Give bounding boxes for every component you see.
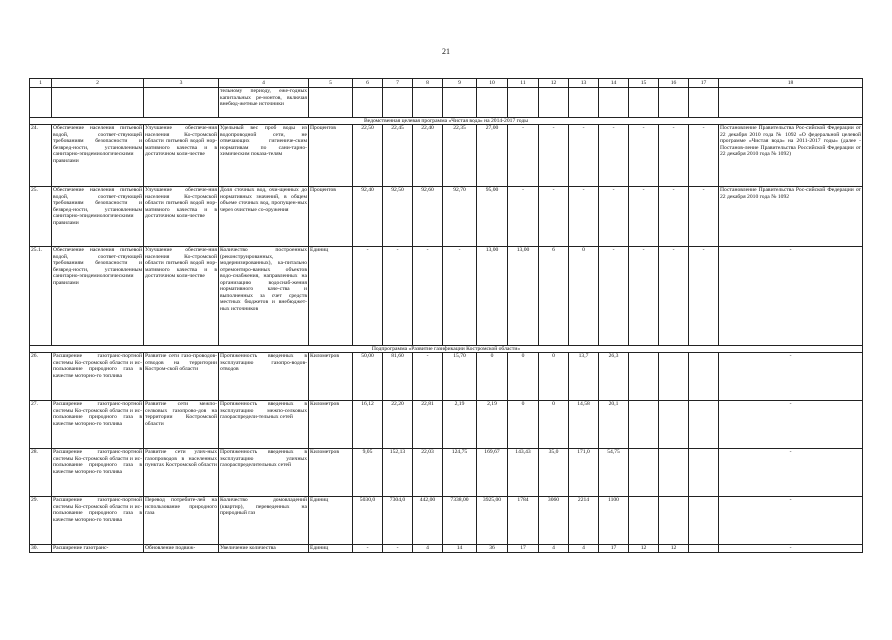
value-cell: 15,70 bbox=[443, 353, 477, 401]
table-row bbox=[30, 545, 863, 553]
value-cell bbox=[629, 449, 659, 497]
value-cell: 95,00 bbox=[477, 187, 508, 247]
indicator-cell: Протяженность введенных в эксплуатацию уличных газораспределительных сетей bbox=[219, 449, 309, 497]
value-cell: 2,19 bbox=[443, 401, 477, 449]
indicator-cell: Протяженность введенных в эксплуатацию межпо-селковых газораспредели-тельных сетей bbox=[219, 401, 309, 449]
col-num: 7 bbox=[383, 79, 413, 88]
value-cell: 9,05 bbox=[353, 449, 383, 497]
value-cell: 0 bbox=[539, 401, 569, 449]
value-cell: 92,70 bbox=[443, 187, 477, 247]
value-cell: - bbox=[508, 125, 539, 187]
value-cell bbox=[629, 401, 659, 449]
col-num: 3 bbox=[144, 79, 219, 88]
value-cell bbox=[659, 497, 689, 545]
indicator-cell: Количество домовладений (квартир), переведенных на природный газ bbox=[219, 497, 309, 545]
value-cell: - bbox=[539, 125, 569, 187]
value-cell: 14,58 bbox=[569, 401, 599, 449]
value-cell: 22,81 bbox=[413, 401, 443, 449]
indicator-cell: Количество построенных (реконструированных, модернизированных), ка-питально отремонтиро-ванных объектов водо-снабжения, направленных на организацию водоснаб-жения нормативного каче-ства и выполненных за счет средств местных бюджетов и внебюджет-ных источников bbox=[219, 247, 309, 346]
value-cell: - bbox=[443, 247, 477, 346]
value-cell: 13,00 bbox=[477, 247, 508, 346]
value-cell: 50,00 bbox=[353, 353, 383, 401]
col-num: 16 bbox=[659, 79, 689, 88]
value-cell: 22,20 bbox=[383, 401, 413, 449]
source-cell: Постановление Правительства Рос-сийской Федерации от 22 декабря 2010 года № 1092 «О федеральной целевой программе «Чистая вода» на 2011-2017 годы» (далее - Постанов-ление Правительства Российской Федерации от 22 декабря 2010 года № 1092) bbox=[719, 125, 863, 187]
value-cell: - bbox=[629, 187, 659, 247]
task-cell: Обновление подвиж- bbox=[144, 545, 219, 553]
value-cell: - bbox=[629, 247, 659, 346]
row-number: 26. bbox=[30, 353, 52, 401]
task-cell: Развитие сети газо-проводов-отводов на территории Костром-ской области bbox=[144, 353, 219, 401]
value-cell bbox=[629, 353, 659, 401]
value-cell: - bbox=[659, 187, 689, 247]
task-cell: Развитие сети улич-ных газопроводов в населенных пунктах Костромской области bbox=[144, 449, 219, 497]
value-cell: 3925,00 bbox=[477, 497, 508, 545]
value-cell: 7304,0 bbox=[383, 497, 413, 545]
indicator-cell: тельному периоду, еже-годных капитальных ре-монтов, включая внебюд-жетные источники bbox=[219, 88, 309, 118]
task-cell: Улучшение обеспече-ния населения Ко-стромской области питьевой водой нор-мативного качества и в достаточном коли-честве bbox=[144, 187, 219, 247]
col-num: 12 bbox=[539, 79, 569, 88]
table-row bbox=[30, 187, 863, 247]
col-num: 13 bbox=[569, 79, 599, 88]
value-cell: 169,67 bbox=[477, 449, 508, 497]
goal-cell: Расширение газотранс-портной системы Ко-стромской области и ис-пользование природного газа в качестве моторно-го топлива bbox=[52, 353, 144, 401]
goal-cell: Расширение газотранс-портной системы Ко-стромской области и ис-пользование природного газа в качестве моторно-го топлива bbox=[52, 497, 144, 545]
goal-cell: Расширение газотранс-портной системы Ко-стромской области и ис-пользование природного газа в качестве моторно-го топлива bbox=[52, 401, 144, 449]
value-cell bbox=[659, 449, 689, 497]
col-num: 9 bbox=[443, 79, 477, 88]
value-cell: 13,7 bbox=[569, 353, 599, 401]
source-cell: - bbox=[719, 353, 863, 401]
value-cell: 92,50 bbox=[383, 187, 413, 247]
col-num: 6 bbox=[353, 79, 383, 88]
value-cell bbox=[689, 353, 719, 401]
source-cell: Постановление Правительства Рос-сийской Федерации от 22 декабря 2010 года № 1092 bbox=[719, 187, 863, 247]
continuation-row bbox=[30, 88, 863, 118]
col-num: 18 bbox=[719, 79, 863, 88]
value-cell: 0 bbox=[569, 247, 599, 346]
value-cell: 7338,00 bbox=[443, 497, 477, 545]
source-cell: - bbox=[719, 497, 863, 545]
value-cell: 0 bbox=[539, 353, 569, 401]
value-cell: - bbox=[383, 545, 413, 553]
task-cell: Улучшение обеспече-ния населения Ко-стромской области питьевой водой нор-мативного качества и в достаточном коли-честве bbox=[144, 125, 219, 187]
table-row bbox=[30, 353, 863, 401]
value-cell: 171,0 bbox=[569, 449, 599, 497]
value-cell: - bbox=[689, 247, 719, 346]
col-num: 4 bbox=[219, 79, 309, 88]
value-cell: 143,43 bbox=[508, 449, 539, 497]
unit-cell: Единиц bbox=[309, 497, 353, 545]
table-row bbox=[30, 449, 863, 497]
indicator-cell: Протяженность введенных в эксплуатацию газопро-водов-отводов bbox=[219, 353, 309, 401]
row-number: 28. bbox=[30, 449, 52, 497]
value-cell bbox=[689, 401, 719, 449]
value-cell: 16,12 bbox=[353, 401, 383, 449]
value-cell: 4 bbox=[539, 545, 569, 553]
col-num: 5 bbox=[309, 79, 353, 88]
value-cell bbox=[689, 497, 719, 545]
col-num: 10 bbox=[477, 79, 508, 88]
value-cell: 92,60 bbox=[413, 187, 443, 247]
value-cell: 124,75 bbox=[443, 449, 477, 497]
value-cell: 35,0 bbox=[539, 449, 569, 497]
value-cell: - bbox=[659, 125, 689, 187]
value-cell: 27,00 bbox=[477, 125, 508, 187]
value-cell: 4 bbox=[569, 545, 599, 553]
col-num: 8 bbox=[413, 79, 443, 88]
value-cell: - bbox=[569, 187, 599, 247]
table-row bbox=[30, 125, 863, 187]
value-cell: 54,75 bbox=[599, 449, 629, 497]
unit-cell: Процентов bbox=[309, 125, 353, 187]
section-title: Подпрограмма «Развитие газификации Костромской области» bbox=[30, 346, 863, 353]
value-cell: - bbox=[689, 187, 719, 247]
source-cell: - bbox=[719, 545, 863, 553]
row-number: 29. bbox=[30, 497, 52, 545]
table-row bbox=[30, 401, 863, 449]
value-cell: - bbox=[569, 125, 599, 187]
value-cell: 22,03 bbox=[413, 449, 443, 497]
value-cell: - bbox=[689, 125, 719, 187]
value-cell bbox=[689, 545, 719, 553]
col-num: 2 bbox=[52, 79, 144, 88]
value-cell: - bbox=[508, 187, 539, 247]
goal-cell: Расширение газотранс- bbox=[52, 545, 144, 553]
unit-cell: Километров bbox=[309, 401, 353, 449]
task-cell: Улучшение обеспече-ния населения Ко-стромской области питьевой водой нор-мативного качества и в достаточном коли-честве bbox=[144, 247, 219, 346]
value-cell: - bbox=[413, 353, 443, 401]
value-cell: - bbox=[353, 247, 383, 346]
value-cell: 5030,0 bbox=[353, 497, 383, 545]
value-cell: 26,3 bbox=[599, 353, 629, 401]
value-cell: 3060 bbox=[539, 497, 569, 545]
col-num: 11 bbox=[508, 79, 539, 88]
row-number: 25.1. bbox=[30, 247, 52, 346]
goal-cell: Обеспечение населения питьевой водой, соответ-ствующей требованиям безопасности и безвред-ности, установленным санитарно-эпидемиологическими правилами bbox=[52, 125, 144, 187]
row-number: 30. bbox=[30, 545, 52, 553]
col-num: 14 bbox=[599, 79, 629, 88]
value-cell: 36 bbox=[477, 545, 508, 553]
unit-cell: Единиц bbox=[309, 247, 353, 346]
value-cell bbox=[659, 401, 689, 449]
value-cell: 12 bbox=[629, 545, 659, 553]
section-row bbox=[30, 118, 863, 125]
value-cell: 4 bbox=[413, 545, 443, 553]
value-cell bbox=[689, 449, 719, 497]
section-title: Ведомственная целевая программа «Чистая вода» на 2014-2017 годы bbox=[30, 118, 863, 125]
value-cell: 2,19 bbox=[477, 401, 508, 449]
value-cell: 92,40 bbox=[353, 187, 383, 247]
row-number: 24. bbox=[30, 125, 52, 187]
value-cell: 17 bbox=[508, 545, 539, 553]
section-row bbox=[30, 346, 863, 353]
value-cell: 22,50 bbox=[353, 125, 383, 187]
value-cell: 0 bbox=[477, 353, 508, 401]
source-cell: - bbox=[719, 449, 863, 497]
row-number: 27. bbox=[30, 401, 52, 449]
value-cell: 81,60 bbox=[383, 353, 413, 401]
value-cell: - bbox=[353, 545, 383, 553]
value-cell: 152,13 bbox=[383, 449, 413, 497]
source-cell: - bbox=[719, 401, 863, 449]
table-row bbox=[30, 497, 863, 545]
value-cell: 22,40 bbox=[413, 125, 443, 187]
goal-cell: Обеспечение населения питьевой водой, соответ-ствующей требованиям безопасности и безвред-ности, установленным санитарно-эпидемиологическими правилами bbox=[52, 247, 144, 346]
unit-cell: Километров bbox=[309, 353, 353, 401]
unit-cell: Километров bbox=[309, 449, 353, 497]
value-cell: - bbox=[383, 247, 413, 346]
value-cell: 2214 bbox=[569, 497, 599, 545]
value-cell: - bbox=[413, 247, 443, 346]
goal-cell: Расширение газотранс-портной системы Ко-стромской области и ис-пользование природного газа в качестве моторно-го топлива bbox=[52, 449, 144, 497]
value-cell: 13,00 bbox=[508, 247, 539, 346]
value-cell: 1784 bbox=[508, 497, 539, 545]
value-cell bbox=[629, 497, 659, 545]
column-number-row bbox=[30, 79, 863, 88]
value-cell: 17 bbox=[599, 545, 629, 553]
col-num: 15 bbox=[629, 79, 659, 88]
value-cell bbox=[659, 353, 689, 401]
value-cell: 0 bbox=[508, 401, 539, 449]
value-cell: 20,1 bbox=[599, 401, 629, 449]
value-cell: 1100 bbox=[599, 497, 629, 545]
row-number: 25. bbox=[30, 187, 52, 247]
value-cell: 22,35 bbox=[443, 125, 477, 187]
value-cell: - bbox=[629, 125, 659, 187]
value-cell: 22,45 bbox=[383, 125, 413, 187]
value-cell: - bbox=[539, 187, 569, 247]
table-row bbox=[30, 247, 863, 346]
source-cell: - bbox=[719, 247, 863, 346]
task-cell: Перевод потребите-лей на использование природного газа bbox=[144, 497, 219, 545]
col-num: 17 bbox=[689, 79, 719, 88]
page-number: 21 bbox=[442, 47, 450, 56]
indicator-cell: Удельный вес проб воды из водопроводной сети, не отвечающих гигиениче-ским нормативам по сани-тарно-химическим показа-телям bbox=[219, 125, 309, 187]
unit-cell: Процентов bbox=[309, 187, 353, 247]
value-cell: 12 bbox=[659, 545, 689, 553]
value-cell: 0 bbox=[508, 353, 539, 401]
value-cell: 442,00 bbox=[413, 497, 443, 545]
value-cell: - bbox=[659, 247, 689, 346]
task-cell: Развитие сети межпо-селковых газопрово-дов на территории Костромской области bbox=[144, 401, 219, 449]
col-num: 1 bbox=[30, 79, 52, 88]
indicators-table bbox=[29, 78, 863, 553]
goal-cell: Обеспечение населения питьевой водой, соответ-ствующей требованиям безопасности и безвред-ности, установленным санитарно-эпидемиологическими правилами bbox=[52, 187, 144, 247]
indicator-cell: Увеличение количества bbox=[219, 545, 309, 553]
unit-cell: Единиц bbox=[309, 545, 353, 553]
value-cell: - bbox=[599, 247, 629, 346]
value-cell: - bbox=[599, 187, 629, 247]
value-cell: 6 bbox=[539, 247, 569, 346]
value-cell: - bbox=[599, 125, 629, 187]
value-cell: 14 bbox=[443, 545, 477, 553]
indicator-cell: Доля сточных вод, очи-щенных до нормативных значений, в общем объеме сточных вод, пропущен-ных через очистные со-оружения bbox=[219, 187, 309, 247]
